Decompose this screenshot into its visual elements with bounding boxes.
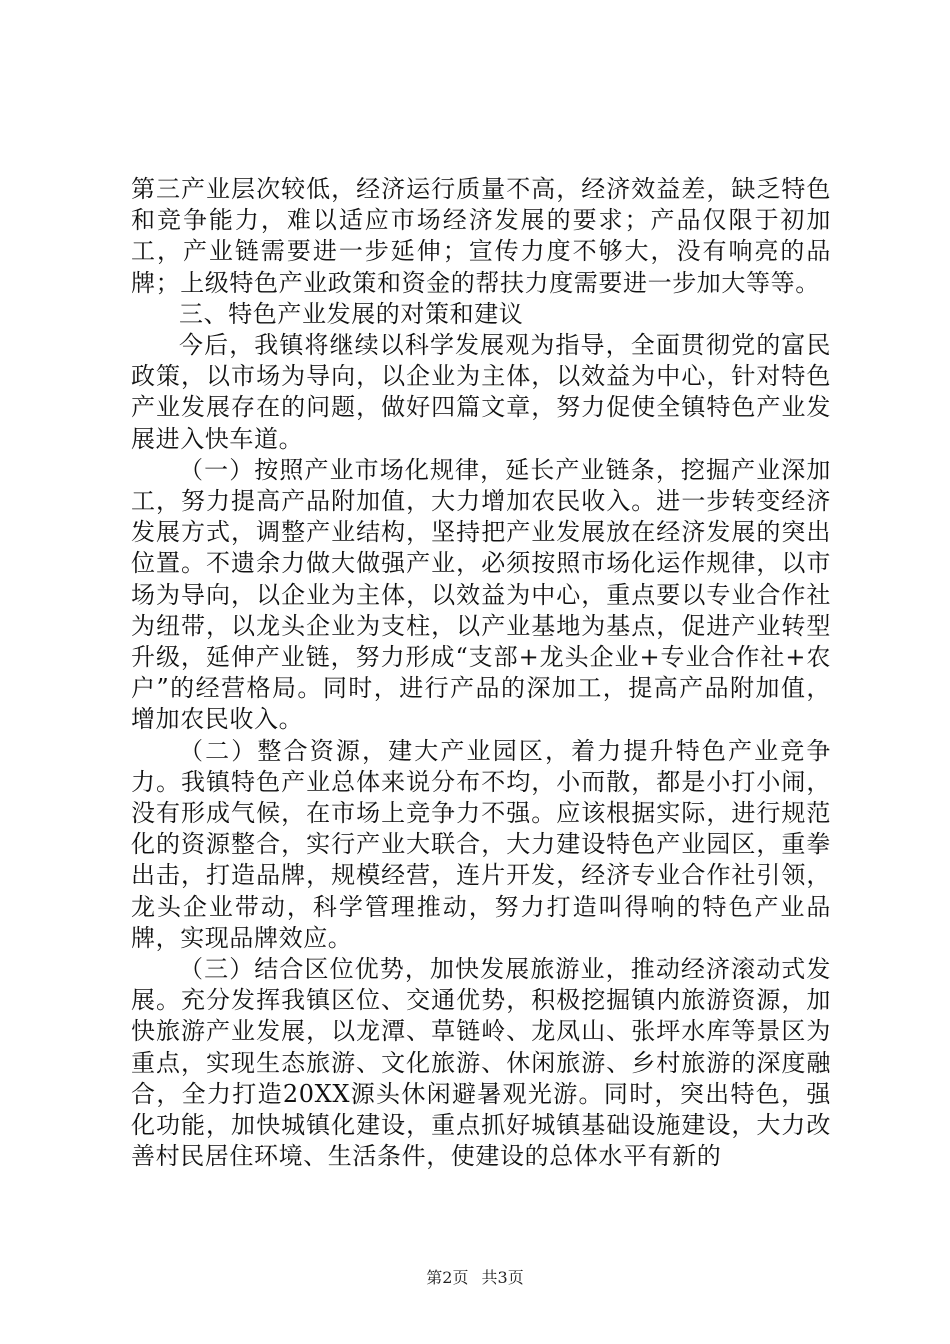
paragraph-continuation: 第三产业层次较低，经济运行质量不高，经济效益差，缺乏特色和竞争能力，难以适应市场经济发展的要求；产品仅限于初加工，产业链需要进一步延伸；宣传力度不够大，没有响亮的品牌；上级特色产业政策和资金的帮扶力度需要进一步加大等等。 <box>131 175 831 297</box>
paragraph-intro: 今后，我镇将继续以科学发展观为指导，全面贯彻党的富民政策，以市场为导向，以企业为主体，以效益为中心，针对特色产业发展存在的问题，做好四篇文章，努力促使全镇特色产业发展进入快车道。 <box>131 331 831 453</box>
page-footer <box>0 1268 950 1288</box>
document-body <box>131 174 831 1173</box>
page-total: 共3页 <box>481 1268 524 1287</box>
paragraph-item-3: （三）结合区位优势，加快发展旅游业，推动经济滚动式发展。充分发挥我镇区位、交通优势，积极挖掘镇内旅游资源，加快旅游产业发展，以龙潭、草链岭、龙凤山、张坪水库等景区为重点，实现生态旅游、文化旅游、休闲旅游、乡村旅游的深度融合，全力打造20XX源头休闲避暑观光游。同时，突出特色，强化功能，加快城镇化建设，重点抓好城镇基础设施建设，大力改善村民居住环境、生活条件，使建设的总体水平有新的 <box>131 955 831 1171</box>
paragraph-item-2: （二）整合资源，建大产业园区，着力提升特色产业竞争力。我镇特色产业总体来说分布不均，小而散，都是小打小闹，没有形成气候，在市场上竞争力不强。应该根据实际，进行规范化的资源整合，实行产业大联合，大力建设特色产业园区，重拳出击，打造品牌，规模经营，连片开发，经济专业合作社引领，龙头企业带动，科学管理推动，努力打造叫得响的特色产业品牌，实现品牌效应。 <box>131 736 831 952</box>
paragraph-item-1: （一）按照产业市场化规律，延长产业链条，挖掘产业深加工，努力提高产品附加值，大力增加农民收入。进一步转变经济发展方式，调整产业结构，坚持把产业发展放在经济发展的突出位置。不遗余力做大做强产业，必须按照市场化运作规律，以市场为导向，以企业为主体，以效益为中心，重点要以专业合作社为纽带，以龙头企业为支柱，以产业基地为基点，促进产业转型升级，延伸产业链，努力形成“支部+龙头企业+专业合作社+农户”的经营格局。同时，进行产品的深加工，提高产品附加值，增加农民收入。 <box>131 455 831 734</box>
page-number: 第2页 <box>426 1268 469 1287</box>
section-heading: 三、特色产业发展的对策和建议 <box>179 299 524 328</box>
